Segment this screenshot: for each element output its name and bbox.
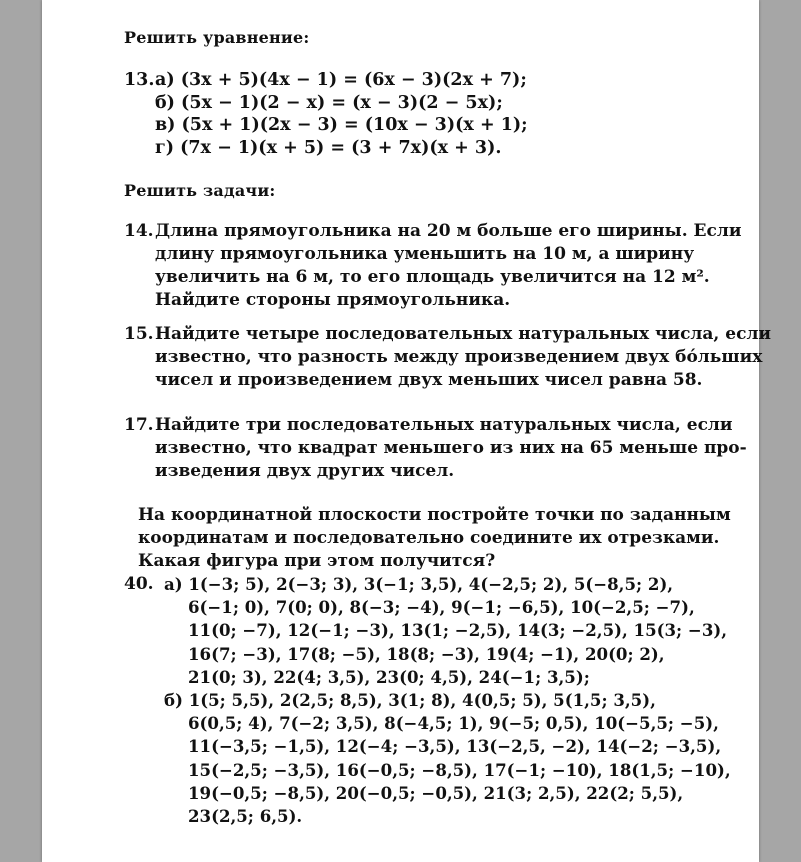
problem-40-b-line: б) 1(5; 5,5), 2(2,5; 8,5), 3(1; 8), 4(0,5; 5), 5(1,5; 3,5), bbox=[164, 690, 656, 711]
problem-40-a-line: а) 1(−3; 5), 2(−3; 3), 3(−1; 3,5), 4(−2,5; 2), 5(−8,5; 2), bbox=[164, 574, 674, 594]
problem-14-line: увеличить на 6 м, то его площадь увеличится на 12 м². bbox=[155, 267, 710, 287]
problem-40-a-line: 6(−1; 0), 7(0; 0), 8(−3; −4), 9(−1; −6,5), 10(−2,5; −7), bbox=[188, 597, 695, 618]
page-content bbox=[124, 26, 772, 828]
problem-17-line: Найдите три последовательных натуральных числа, если bbox=[155, 415, 733, 435]
problem-40 bbox=[124, 573, 731, 828]
problem-14 bbox=[124, 220, 742, 312]
problem-40-a-line: 16(7; −3), 17(8; −5), 18(8; −3), 19(4; −1), 20(0; 2), bbox=[188, 643, 665, 664]
problem-14-line: Длина прямоугольника на 20 м больше его ширины. Если bbox=[155, 221, 742, 241]
problem-17-number: 17. bbox=[124, 415, 154, 435]
problem-14-number: 14. bbox=[124, 221, 154, 241]
intro-line: координатам и последовательно соедините их отрезками. bbox=[138, 528, 720, 548]
problem-13-line-a: а) (3x + 5)(4x − 1) = (6x − 3)(2x + 7); bbox=[155, 70, 527, 90]
problem-13-number: 13. bbox=[124, 70, 155, 90]
problem-40-number: 40. bbox=[124, 574, 154, 594]
problem-17 bbox=[124, 414, 747, 483]
problem-17-line: изведения двух других чисел. bbox=[155, 461, 455, 481]
problem-15-line: Найдите четыре последовательных натуральных числа, если bbox=[155, 324, 772, 344]
section-heading-tasks: Решить задачи: bbox=[124, 181, 276, 200]
section-heading-equation: Решить уравнение: bbox=[124, 28, 310, 47]
problem-40-b-line: 6(0,5; 4), 7(−2; 3,5), 8(−4,5; 1), 9(−5; 0,5), 10(−5,5; −5), bbox=[188, 713, 719, 734]
problem-40-intro bbox=[124, 504, 731, 573]
problem-40-b-line: 11(−3,5; −1,5), 12(−4; −3,5), 13(−2,5, −2), 14(−2; −3,5), bbox=[188, 736, 722, 757]
problem-15-line: известно, что разность между произведением двух бо́льших bbox=[155, 347, 763, 367]
problem-13 bbox=[124, 69, 724, 159]
problem-14-line: длину прямоугольника уменьшить на 10 м, а ширину bbox=[155, 244, 695, 264]
problem-13-line-d: г) (7x − 1)(x + 5) = (3 + 7x)(x + 3). bbox=[155, 137, 502, 158]
problem-40-a-line: 11(0; −7), 12(−1; −3), 13(1; −2,5), 14(3; −2,5), 15(3; −3), bbox=[188, 620, 728, 641]
problem-15-line: чисел и произведением двух меньших чисел равна 58. bbox=[155, 370, 703, 390]
problem-40-a-line: 21(0; 3), 22(4; 3,5), 23(0; 4,5), 24(−1; 3,5); bbox=[188, 666, 590, 687]
problem-40-b-line: 15(−2,5; −3,5), 16(−0,5; −8,5), 17(−1; −10), 18(1,5; −10), bbox=[188, 759, 731, 780]
problem-15-number: 15. bbox=[124, 324, 154, 344]
document-page bbox=[42, 0, 772, 862]
problem-13-line-b: б) (5x − 1)(2 − x) = (x − 3)(2 − 5x); bbox=[155, 92, 503, 113]
problem-13-line-c: в) (5x + 1)(2x − 3) = (10x − 3)(x + 1); bbox=[155, 115, 528, 135]
problem-17-line: известно, что квадрат меньшего из них на 65 меньше про- bbox=[155, 438, 747, 458]
intro-line: На координатной плоскости постройте точки по заданным bbox=[138, 505, 731, 525]
problem-40-b-line: 19(−0,5; −8,5), 20(−0,5; −0,5), 21(3; 2,5), 22(2; 5,5), bbox=[188, 782, 684, 803]
problem-14-line: Найдите стороны прямоугольника. bbox=[155, 290, 511, 310]
problem-40-b-line: 23(2,5; 6,5). bbox=[188, 806, 303, 827]
intro-line: Какая фигура при этом получится? bbox=[138, 551, 496, 571]
problem-15 bbox=[124, 323, 772, 392]
